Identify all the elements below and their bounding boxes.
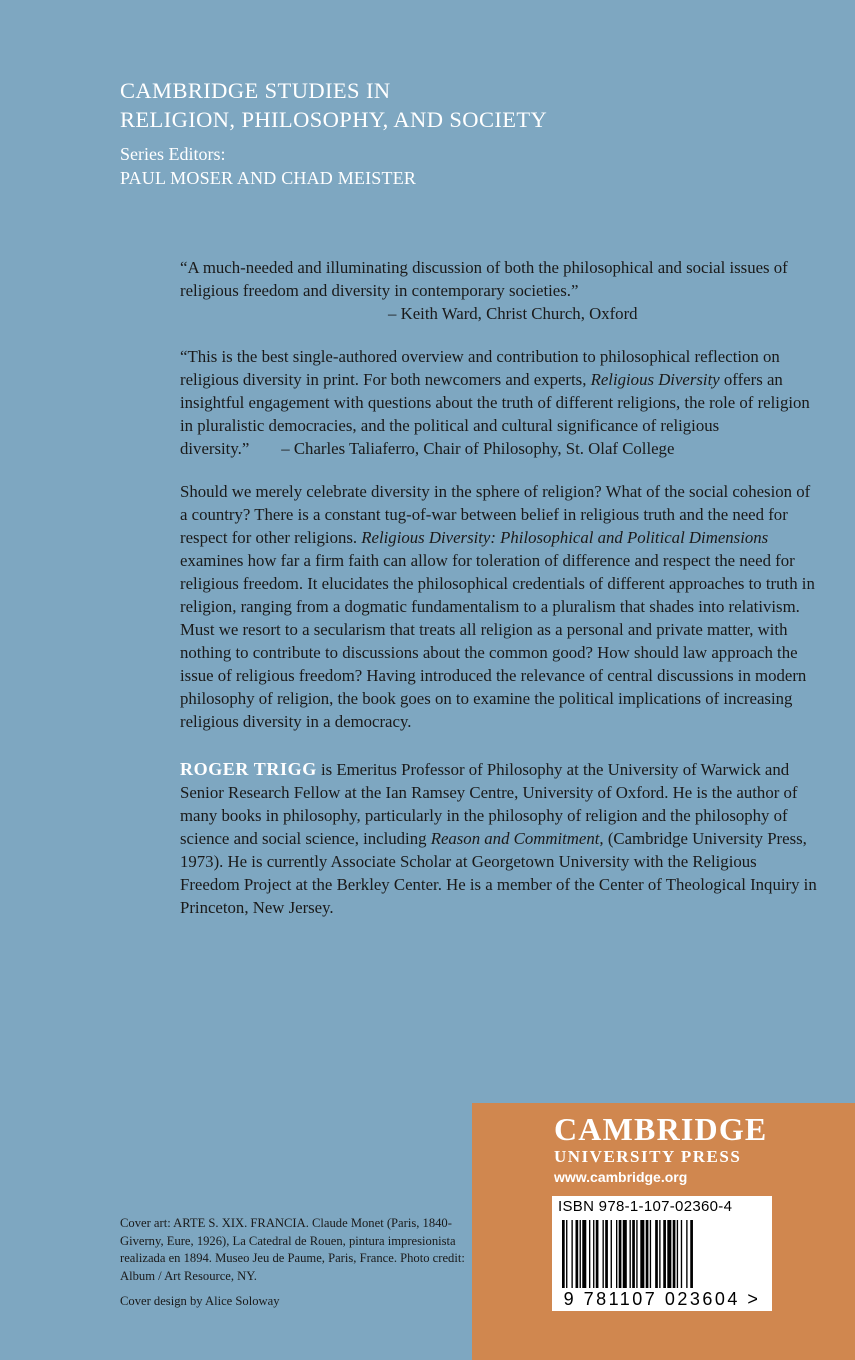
bio-part1: is Emeritus Professor of Philosophy at the University of Warwick and Senior Research Fellow at the Ian Ramsey Centre, University of Oxford. He is the author of many books in philosophy, particularly in the philosophy of religion and the philosophy of science and social science, including — [180, 760, 798, 848]
publisher-subtitle: UNIVERSITY PRESS — [554, 1147, 742, 1166]
author-name: ROGER TRIGG — [180, 759, 317, 779]
series-title-line2: RELIGION, PHILOSOPHY, AND SOCIETY — [120, 107, 548, 132]
description-part2: examines how far a firm faith can allow for toleration of difference and respect the need for religious freedom. It elucidates the philosophical credentials of different approaches to truth in religion, ranging from a dogmatic fundamentalism to a pluralism that shades into relativism. Must we resort to a secularism that treats all religion as a personal and private matter, with nothing to contribute to discussions about the common good? How should law approach the issue of religious freedom? Having introduced the relevance of central discussions in modern philosophy of religion, the book goes on to examine the political implications of increasing religious diversity in a democracy. — [180, 551, 815, 731]
publisher-name: CAMBRIDGE — [554, 1111, 768, 1147]
bio-part2: (Cambridge University Press, 1973). He is currently Associate Scholar at Georgetown University with the Religious Freedom Project at the Berkley Center. He is a member of the Center of Theological Inquiry in Princeton, New Jersey. — [180, 829, 817, 917]
publisher-panel — [472, 1103, 855, 1360]
quote-2-text-before: “This is the best single-authored overview and contribution to philosophical reflection on religious diversity in print. For both newcomers and experts, — [180, 347, 780, 389]
author-bio — [180, 758, 820, 919]
quote-1-attribution: – Keith Ward, Christ Church, Oxford — [388, 304, 638, 323]
series-editors: PAUL MOSER AND CHAD MEISTER — [120, 168, 417, 188]
publisher-url: www.cambridge.org — [554, 1169, 688, 1185]
bio-book-title: Reason and Commitment, — [430, 829, 604, 848]
cover-design-credit: Cover design by Alice Soloway — [120, 1294, 280, 1308]
series-title-line1: CAMBRIDGE STUDIES IN — [120, 78, 391, 103]
barcode-number: 9 781107 023604 > — [563, 1289, 761, 1309]
description-title: Religious Diversity: Philosophical and Political Dimensions — [361, 528, 769, 547]
isbn-text: ISBN 978-1-107-02360-4 — [558, 1198, 733, 1215]
quote-2-title: Religious Diversity — [590, 370, 720, 389]
book-description — [180, 480, 820, 733]
series-block — [120, 76, 547, 190]
barcode-box — [552, 1196, 772, 1311]
description-part1: Should we merely celebrate diversity in the sphere of religion? What of the social cohesion of a country? There is a constant tug-of-war between belief in religious truth and the need for respect for other religions. — [180, 482, 811, 547]
quote-2-text-after: offers an insightful engagement with questions about the truth of different religions, the role of religion in pluralistic democracies, and the political and cultural significance of religious diversity.” — [180, 370, 810, 458]
cover-art-credit: Cover art: ARTE S. XIX. FRANCIA. Claude Monet (Paris, 1840-Giverny, Eure, 1926), La Catedral de Rouen, pintura impresionista realizada en 1894. Museo Jeu de Paume, Paris, France. Photo credit: Album / Art Resource, NY. — [120, 1216, 465, 1283]
endorsements — [180, 256, 820, 460]
quote-1-text: “A much-needed and illuminating discussion of both the philosophical and social issues of religious freedom and diversity in contemporary societies.” — [180, 258, 788, 300]
endorsement-quote-2 — [180, 345, 820, 460]
series-editors-label: Series Editors: — [120, 144, 226, 164]
quote-2-attribution: – Charles Taliaferro, Chair of Philosophy, St. Olaf College — [281, 439, 675, 458]
barcode-icon — [562, 1220, 762, 1290]
endorsement-quote-1 — [180, 256, 820, 325]
